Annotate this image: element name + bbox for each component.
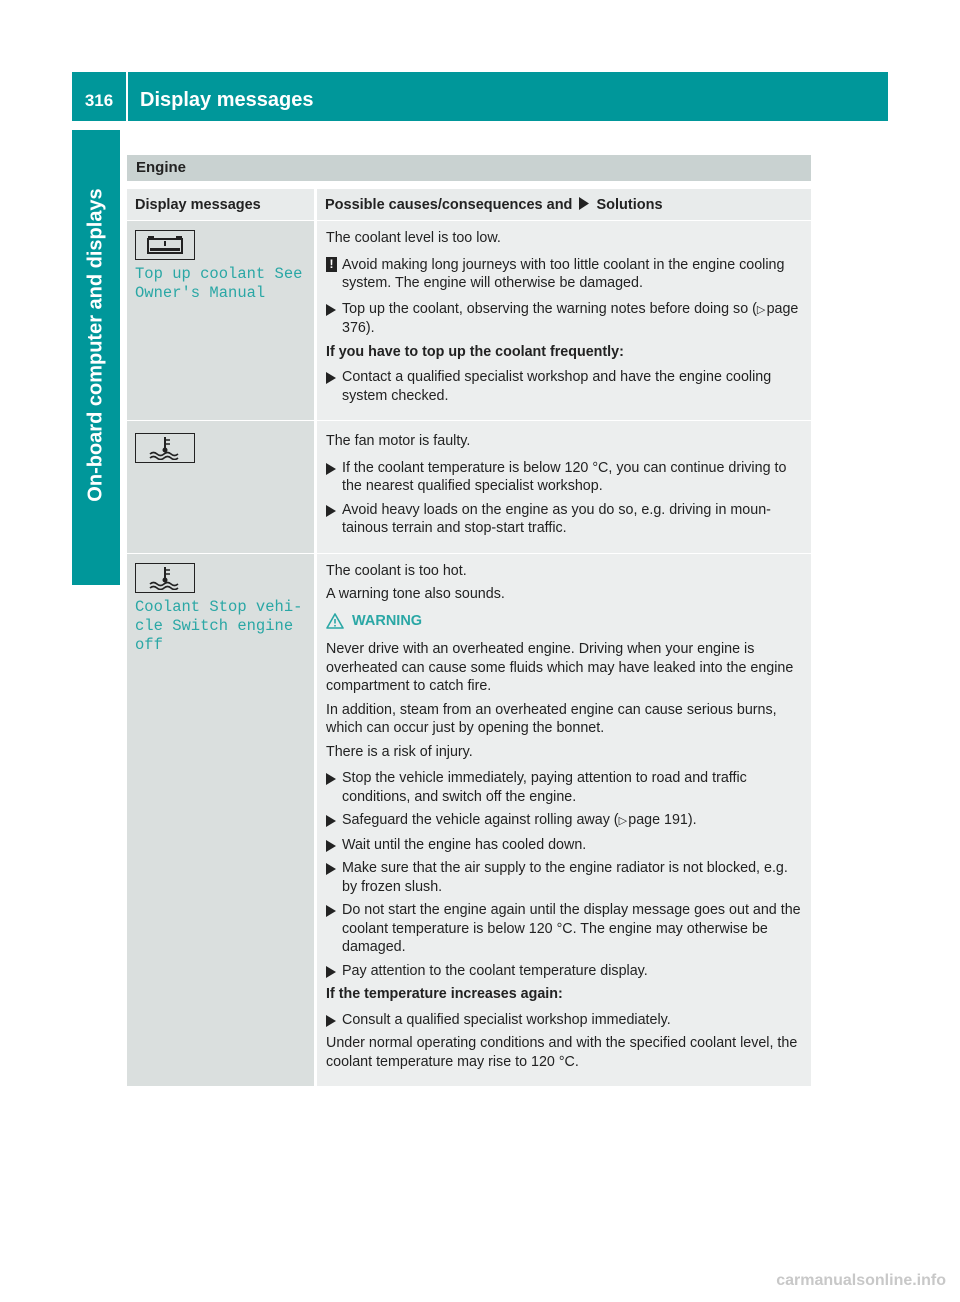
solution-step (326, 901, 805, 957)
step-text: ). (365, 320, 375, 336)
step-arrow-icon (326, 773, 336, 785)
solution-step (326, 368, 805, 405)
warning-text: In addition, steam from an overheated engine can cause serious burns, which can occur just by opening the bonnet. (326, 701, 777, 736)
step-arrow-icon (326, 372, 336, 384)
step-arrow-icon (326, 815, 336, 827)
solution-arrow-icon (578, 197, 590, 210)
solution-step (326, 459, 805, 496)
display-message-cell (127, 553, 317, 1087)
step-arrow-icon (326, 863, 336, 875)
page-ref-arrow-icon: ▷ (618, 815, 628, 827)
step-arrow-icon (326, 1015, 336, 1027)
watermark: carmanualsonline.info (776, 1272, 946, 1289)
note-text: Avoid making long journeys with too little coolant in the engine cooling system. The engine will otherwise be damaged. (342, 256, 785, 291)
step-text: ). (687, 812, 697, 828)
display-message-cell (127, 220, 317, 420)
step-arrow-icon (326, 463, 336, 475)
step-text: Consult a qualified specialist workshop immediately. (342, 1011, 671, 1028)
coolant-temperature-icon (135, 563, 195, 593)
solution-step (326, 962, 805, 981)
step-text: Top up the coolant, observing the warning notes before doing so ( (342, 300, 757, 317)
step-arrow-icon (326, 966, 336, 978)
chapter-label: On-board computer and displays (84, 188, 107, 502)
header-divider (126, 72, 128, 121)
coolant-temperature-icon (135, 433, 195, 463)
cause-text: A warning tone also sounds. (326, 586, 505, 602)
condition-heading: If you have to top up the coolant frequently: (326, 343, 624, 360)
solution-step (326, 501, 805, 538)
column-header-solutions: Solutions (596, 196, 663, 213)
solution-step (326, 836, 805, 855)
exclamation-icon: ! (326, 257, 337, 272)
causes-solutions-cell (317, 220, 811, 420)
causes-solutions-cell (317, 420, 811, 553)
solution-step (326, 859, 805, 896)
warning-triangle-icon (326, 613, 344, 629)
solution-step (326, 811, 805, 831)
step-text: Safeguard the vehicle against rolling away ( (342, 812, 619, 828)
display-message-text: Top up coolant See Owner's Manual (135, 265, 303, 302)
page-reference-link[interactable]: page 376 (342, 300, 799, 336)
section-header (127, 155, 811, 181)
warning-text: Never drive with an overheated engine. Driving when your engine is overheated can cause some fluids which may have leaked into the engine compartment to catch fire. (326, 641, 794, 694)
coolant-level-icon (135, 230, 195, 260)
column-header-causes-solutions (317, 189, 811, 220)
display-messages-table (127, 189, 811, 1086)
warning-heading (326, 612, 805, 631)
step-text: Stop the vehicle immediately, paying attention to road and traffic conditions, and switch off the engine. (342, 770, 747, 805)
solution-step (326, 1011, 805, 1030)
table-row (127, 553, 811, 1087)
step-text: If the coolant temperature is below 120 °C, you can continue driving to the nearest qualified specialist workshop. (342, 459, 787, 494)
column-header-causes: Possible causes/consequences and (325, 196, 573, 213)
step-text: Contact a qualified specialist workshop and have the engine cooling system checked. (342, 369, 772, 404)
display-message-cell (127, 420, 317, 553)
cause-text: The fan motor is faulty. (326, 433, 471, 449)
closing-text: Under normal operating conditions and with the specified coolant level, the coolant temperature may rise to 120 °C. (326, 1035, 798, 1070)
page-title: Display messages (140, 89, 314, 111)
table-row (127, 420, 811, 553)
step-arrow-icon (326, 905, 336, 917)
table-header-row (127, 189, 811, 220)
causes-solutions-cell (317, 553, 811, 1087)
step-text: Make sure that the air supply to the engine radiator is not blocked, e.g. by frozen slush. (342, 860, 788, 895)
condition-heading: If the temperature increases again: (326, 986, 563, 1002)
solution-step (326, 300, 805, 338)
step-arrow-icon (326, 840, 336, 852)
cause-text: The coolant level is too low. (326, 230, 501, 246)
page-header (72, 72, 888, 121)
display-message-text: Coolant Stop vehi‐ cle Switch engine off (135, 597, 303, 654)
step-text: Pay attention to the coolant temperature display. (342, 962, 648, 979)
page-number: 316 (84, 91, 114, 110)
solution-step (326, 769, 805, 806)
step-text: Avoid heavy loads on the engine as you do so, e.g. driving in moun-tainous terrain and stop-start traffic. (342, 501, 771, 536)
warning-label: WARNING (352, 612, 423, 629)
table-row (127, 220, 811, 420)
section-title: Engine (136, 159, 187, 176)
step-text: Wait until the engine has cooled down. (342, 836, 587, 853)
page-ref-arrow-icon: ▷ (756, 303, 766, 316)
column-header-display-messages: Display messages (127, 189, 317, 220)
cause-text: The coolant is too hot. (326, 562, 467, 579)
step-arrow-icon (326, 505, 336, 517)
warning-text: There is a risk of injury. (326, 743, 473, 760)
step-text: Do not start the engine again until the display message goes out and the coolant temperature is below 120 °C. The engine may otherwise be damaged. (342, 902, 801, 955)
step-arrow-icon (326, 304, 336, 316)
damage-note (326, 256, 805, 293)
page-reference-link[interactable]: page 191 (628, 812, 688, 828)
